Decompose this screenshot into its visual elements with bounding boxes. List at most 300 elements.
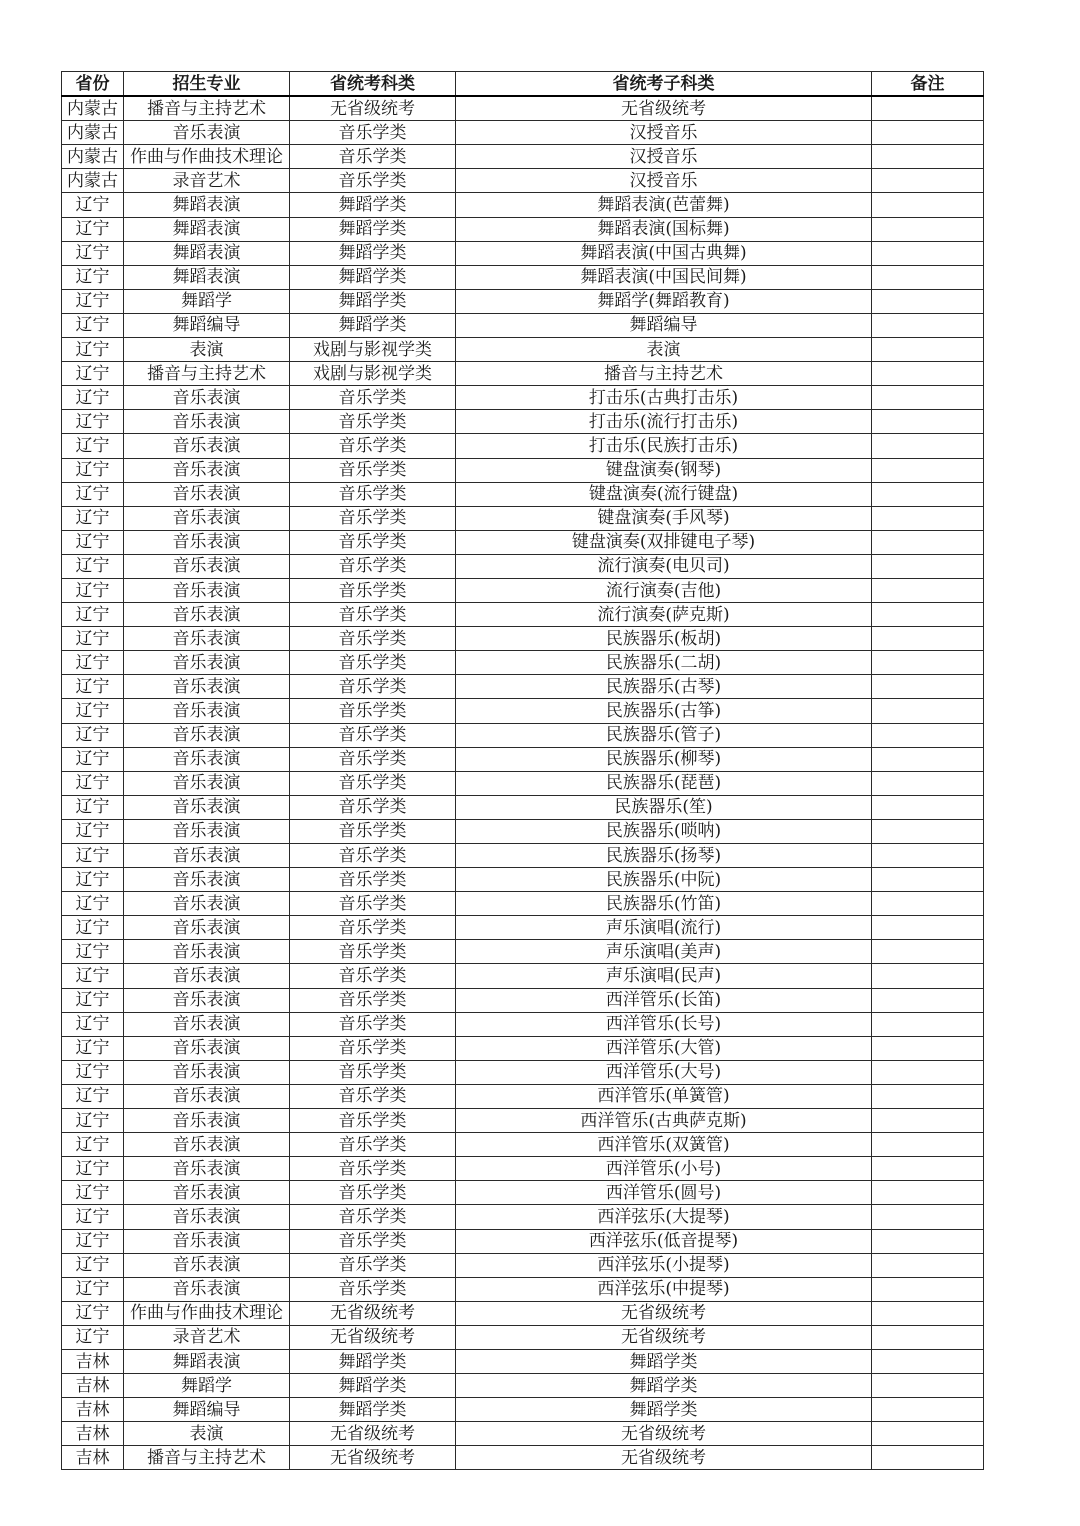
cell-remarks <box>872 699 984 723</box>
cell-major: 音乐表演 <box>124 892 290 916</box>
cell-exam-subcategory: 流行演奏(电贝司) <box>456 554 872 578</box>
table-row <box>62 578 984 602</box>
cell-exam-category: 音乐学类 <box>290 482 456 506</box>
cell-exam-category: 音乐学类 <box>290 916 456 940</box>
cell-exam-subcategory: 民族器乐(柳琴) <box>456 747 872 771</box>
cell-major: 音乐表演 <box>124 964 290 988</box>
admissions-table <box>61 71 984 1470</box>
table-row <box>62 1229 984 1253</box>
cell-remarks <box>872 747 984 771</box>
cell-major: 音乐表演 <box>124 819 290 843</box>
cell-province: 辽宁 <box>62 892 124 916</box>
cell-major: 音乐表演 <box>124 1060 290 1084</box>
cell-remarks <box>872 1374 984 1398</box>
table-row <box>62 217 984 241</box>
table-row <box>62 651 984 675</box>
table-row <box>62 193 984 217</box>
cell-exam-subcategory: 西洋管乐(大号) <box>456 1060 872 1084</box>
cell-exam-category: 舞蹈学类 <box>290 241 456 265</box>
cell-province: 辽宁 <box>62 964 124 988</box>
cell-exam-category: 音乐学类 <box>290 1060 456 1084</box>
cell-province: 辽宁 <box>62 506 124 530</box>
cell-major: 播音与主持艺术 <box>124 1446 290 1470</box>
table-row <box>62 795 984 819</box>
table-row <box>62 121 984 145</box>
cell-major: 舞蹈编导 <box>124 313 290 337</box>
table-row <box>62 1036 984 1060</box>
cell-province: 辽宁 <box>62 1036 124 1060</box>
table-row <box>62 868 984 892</box>
table-row <box>62 1181 984 1205</box>
cell-exam-category: 音乐学类 <box>290 530 456 554</box>
cell-remarks <box>872 819 984 843</box>
cell-exam-category: 音乐学类 <box>290 1133 456 1157</box>
cell-exam-category: 舞蹈学类 <box>290 1374 456 1398</box>
cell-exam-category: 舞蹈学类 <box>290 217 456 241</box>
cell-exam-category: 音乐学类 <box>290 988 456 1012</box>
cell-province: 辽宁 <box>62 217 124 241</box>
cell-exam-category: 舞蹈学类 <box>290 193 456 217</box>
cell-major: 舞蹈表演 <box>124 217 290 241</box>
cell-province: 辽宁 <box>62 1253 124 1277</box>
cell-exam-category: 音乐学类 <box>290 819 456 843</box>
cell-exam-category: 无省级统考 <box>290 1446 456 1470</box>
cell-exam-subcategory: 键盘演奏(双排键电子琴) <box>456 530 872 554</box>
cell-exam-subcategory: 民族器乐(扬琴) <box>456 844 872 868</box>
cell-province: 辽宁 <box>62 1181 124 1205</box>
table-row <box>62 458 984 482</box>
cell-remarks <box>872 1398 984 1422</box>
cell-major: 音乐表演 <box>124 844 290 868</box>
table-row <box>62 892 984 916</box>
table-row <box>62 1060 984 1084</box>
cell-exam-subcategory: 民族器乐(二胡) <box>456 651 872 675</box>
cell-exam-subcategory: 民族器乐(板胡) <box>456 627 872 651</box>
table-row <box>62 771 984 795</box>
cell-exam-subcategory: 舞蹈表演(芭蕾舞) <box>456 193 872 217</box>
cell-exam-subcategory: 民族器乐(琵琶) <box>456 771 872 795</box>
cell-province: 辽宁 <box>62 771 124 795</box>
cell-remarks <box>872 988 984 1012</box>
cell-exam-subcategory: 无省级统考 <box>456 1325 872 1349</box>
cell-exam-subcategory: 汉授音乐 <box>456 145 872 169</box>
cell-exam-category: 音乐学类 <box>290 892 456 916</box>
cell-major: 音乐表演 <box>124 1012 290 1036</box>
header-major: 招生专业 <box>124 72 290 97</box>
table-row <box>62 940 984 964</box>
table-row <box>62 603 984 627</box>
cell-exam-category: 音乐学类 <box>290 771 456 795</box>
cell-exam-category: 音乐学类 <box>290 1109 456 1133</box>
table-row <box>62 530 984 554</box>
cell-major: 音乐表演 <box>124 723 290 747</box>
cell-province: 辽宁 <box>62 1205 124 1229</box>
table-row <box>62 410 984 434</box>
cell-major: 音乐表演 <box>124 410 290 434</box>
cell-major: 音乐表演 <box>124 988 290 1012</box>
cell-major: 音乐表演 <box>124 916 290 940</box>
table-row <box>62 1205 984 1229</box>
table-row <box>62 747 984 771</box>
cell-remarks <box>872 892 984 916</box>
cell-major: 作曲与作曲技术理论 <box>124 145 290 169</box>
cell-province: 辽宁 <box>62 313 124 337</box>
cell-remarks <box>872 458 984 482</box>
cell-exam-category: 音乐学类 <box>290 1277 456 1301</box>
cell-province: 吉林 <box>62 1446 124 1470</box>
table-row <box>62 675 984 699</box>
cell-major: 舞蹈学 <box>124 289 290 313</box>
cell-exam-category: 音乐学类 <box>290 578 456 602</box>
table-row <box>62 1398 984 1422</box>
cell-major: 音乐表演 <box>124 699 290 723</box>
cell-province: 内蒙古 <box>62 121 124 145</box>
cell-exam-category: 无省级统考 <box>290 1325 456 1349</box>
table-row <box>62 434 984 458</box>
cell-exam-category: 音乐学类 <box>290 844 456 868</box>
cell-remarks <box>872 289 984 313</box>
cell-province: 辽宁 <box>62 940 124 964</box>
cell-major: 音乐表演 <box>124 1277 290 1301</box>
cell-exam-subcategory: 流行演奏(吉他) <box>456 578 872 602</box>
cell-exam-subcategory: 西洋管乐(长号) <box>456 1012 872 1036</box>
header-exam-category: 省统考科类 <box>290 72 456 97</box>
cell-remarks <box>872 1036 984 1060</box>
cell-remarks <box>872 940 984 964</box>
cell-exam-category: 音乐学类 <box>290 627 456 651</box>
cell-province: 辽宁 <box>62 795 124 819</box>
cell-exam-subcategory: 民族器乐(古琴) <box>456 675 872 699</box>
cell-remarks <box>872 1325 984 1349</box>
table-row <box>62 1325 984 1349</box>
cell-remarks <box>872 1181 984 1205</box>
cell-major: 舞蹈表演 <box>124 1349 290 1373</box>
table-row <box>62 1277 984 1301</box>
cell-remarks <box>872 916 984 940</box>
cell-major: 音乐表演 <box>124 1133 290 1157</box>
cell-major: 音乐表演 <box>124 1157 290 1181</box>
cell-remarks <box>872 627 984 651</box>
cell-exam-subcategory: 西洋管乐(古典萨克斯) <box>456 1109 872 1133</box>
cell-exam-subcategory: 西洋管乐(长笛) <box>456 988 872 1012</box>
cell-exam-subcategory: 键盘演奏(钢琴) <box>456 458 872 482</box>
cell-province: 辽宁 <box>62 193 124 217</box>
cell-remarks <box>872 96 984 121</box>
table-row <box>62 1446 984 1470</box>
cell-major: 录音艺术 <box>124 1325 290 1349</box>
cell-exam-category: 音乐学类 <box>290 868 456 892</box>
cell-exam-subcategory: 民族器乐(唢呐) <box>456 819 872 843</box>
cell-province: 辽宁 <box>62 578 124 602</box>
cell-exam-category: 音乐学类 <box>290 795 456 819</box>
cell-exam-subcategory: 无省级统考 <box>456 1301 872 1325</box>
cell-remarks <box>872 482 984 506</box>
cell-exam-category: 音乐学类 <box>290 121 456 145</box>
cell-province: 辽宁 <box>62 1060 124 1084</box>
cell-exam-category: 音乐学类 <box>290 1253 456 1277</box>
cell-major: 音乐表演 <box>124 578 290 602</box>
cell-exam-subcategory: 声乐演唱(流行) <box>456 916 872 940</box>
cell-province: 辽宁 <box>62 386 124 410</box>
cell-remarks <box>872 1084 984 1108</box>
cell-exam-subcategory: 西洋弦乐(小提琴) <box>456 1253 872 1277</box>
table-row <box>62 819 984 843</box>
cell-major: 音乐表演 <box>124 1109 290 1133</box>
cell-remarks <box>872 771 984 795</box>
cell-exam-subcategory: 打击乐(流行打击乐) <box>456 410 872 434</box>
cell-exam-subcategory: 键盘演奏(流行键盘) <box>456 482 872 506</box>
cell-remarks <box>872 1277 984 1301</box>
cell-remarks <box>872 265 984 289</box>
cell-remarks <box>872 313 984 337</box>
cell-exam-category: 音乐学类 <box>290 458 456 482</box>
cell-exam-subcategory: 西洋管乐(双簧管) <box>456 1133 872 1157</box>
cell-province: 辽宁 <box>62 699 124 723</box>
cell-major: 音乐表演 <box>124 434 290 458</box>
cell-major: 音乐表演 <box>124 1205 290 1229</box>
cell-exam-category: 音乐学类 <box>290 964 456 988</box>
cell-major: 音乐表演 <box>124 458 290 482</box>
cell-exam-category: 音乐学类 <box>290 675 456 699</box>
cell-major: 音乐表演 <box>124 1253 290 1277</box>
cell-exam-category: 音乐学类 <box>290 410 456 434</box>
cell-remarks <box>872 1205 984 1229</box>
cell-major: 播音与主持艺术 <box>124 362 290 386</box>
cell-exam-category: 音乐学类 <box>290 1229 456 1253</box>
table-row <box>62 265 984 289</box>
cell-major: 音乐表演 <box>124 482 290 506</box>
cell-exam-subcategory: 无省级统考 <box>456 1422 872 1446</box>
cell-province: 辽宁 <box>62 868 124 892</box>
cell-exam-subcategory: 舞蹈编导 <box>456 313 872 337</box>
cell-exam-subcategory: 播音与主持艺术 <box>456 362 872 386</box>
cell-province: 辽宁 <box>62 289 124 313</box>
cell-exam-category: 音乐学类 <box>290 169 456 193</box>
cell-province: 吉林 <box>62 1422 124 1446</box>
table-row <box>62 482 984 506</box>
cell-remarks <box>872 844 984 868</box>
table-row <box>62 844 984 868</box>
cell-province: 辽宁 <box>62 1012 124 1036</box>
cell-remarks <box>872 554 984 578</box>
cell-province: 辽宁 <box>62 241 124 265</box>
cell-province: 吉林 <box>62 1374 124 1398</box>
cell-province: 辽宁 <box>62 362 124 386</box>
cell-province: 辽宁 <box>62 265 124 289</box>
cell-exam-category: 音乐学类 <box>290 506 456 530</box>
cell-exam-subcategory: 舞蹈表演(中国古典舞) <box>456 241 872 265</box>
cell-exam-subcategory: 舞蹈表演(中国民间舞) <box>456 265 872 289</box>
cell-exam-category: 音乐学类 <box>290 603 456 627</box>
cell-province: 辽宁 <box>62 530 124 554</box>
cell-major: 音乐表演 <box>124 1036 290 1060</box>
cell-exam-category: 音乐学类 <box>290 747 456 771</box>
cell-province: 辽宁 <box>62 1157 124 1181</box>
table-header-row <box>62 72 984 97</box>
cell-province: 内蒙古 <box>62 169 124 193</box>
cell-remarks <box>872 1133 984 1157</box>
cell-remarks <box>872 651 984 675</box>
cell-remarks <box>872 386 984 410</box>
cell-remarks <box>872 506 984 530</box>
cell-major: 播音与主持艺术 <box>124 96 290 121</box>
cell-major: 音乐表演 <box>124 386 290 410</box>
cell-major: 音乐表演 <box>124 121 290 145</box>
cell-major: 音乐表演 <box>124 506 290 530</box>
cell-province: 辽宁 <box>62 844 124 868</box>
cell-remarks <box>872 121 984 145</box>
cell-exam-category: 音乐学类 <box>290 434 456 458</box>
cell-remarks <box>872 410 984 434</box>
cell-remarks <box>872 1446 984 1470</box>
cell-exam-subcategory: 西洋管乐(小号) <box>456 1157 872 1181</box>
table-row <box>62 1253 984 1277</box>
cell-province: 辽宁 <box>62 554 124 578</box>
cell-province: 吉林 <box>62 1349 124 1373</box>
cell-province: 辽宁 <box>62 603 124 627</box>
cell-remarks <box>872 868 984 892</box>
cell-remarks <box>872 217 984 241</box>
cell-exam-category: 音乐学类 <box>290 1084 456 1108</box>
cell-exam-subcategory: 西洋弦乐(中提琴) <box>456 1277 872 1301</box>
cell-exam-category: 音乐学类 <box>290 699 456 723</box>
cell-remarks <box>872 723 984 747</box>
cell-exam-subcategory: 汉授音乐 <box>456 169 872 193</box>
cell-exam-category: 舞蹈学类 <box>290 313 456 337</box>
cell-remarks <box>872 1422 984 1446</box>
cell-province: 吉林 <box>62 1398 124 1422</box>
cell-province: 辽宁 <box>62 723 124 747</box>
cell-exam-category: 舞蹈学类 <box>290 289 456 313</box>
cell-remarks <box>872 1301 984 1325</box>
cell-province: 辽宁 <box>62 338 124 362</box>
cell-exam-subcategory: 民族器乐(笙) <box>456 795 872 819</box>
table-row <box>62 241 984 265</box>
cell-exam-category: 音乐学类 <box>290 1181 456 1205</box>
cell-exam-subcategory: 舞蹈学类 <box>456 1374 872 1398</box>
cell-exam-subcategory: 表演 <box>456 338 872 362</box>
cell-province: 辽宁 <box>62 410 124 434</box>
cell-remarks <box>872 169 984 193</box>
cell-province: 辽宁 <box>62 675 124 699</box>
cell-province: 辽宁 <box>62 482 124 506</box>
cell-province: 辽宁 <box>62 627 124 651</box>
cell-province: 辽宁 <box>62 651 124 675</box>
cell-province: 辽宁 <box>62 1133 124 1157</box>
cell-exam-subcategory: 西洋弦乐(大提琴) <box>456 1205 872 1229</box>
cell-province: 辽宁 <box>62 1109 124 1133</box>
table-row <box>62 964 984 988</box>
cell-major: 音乐表演 <box>124 868 290 892</box>
cell-exam-subcategory: 无省级统考 <box>456 1446 872 1470</box>
cell-exam-category: 音乐学类 <box>290 723 456 747</box>
table-row <box>62 506 984 530</box>
cell-exam-subcategory: 西洋管乐(圆号) <box>456 1181 872 1205</box>
cell-remarks <box>872 1109 984 1133</box>
cell-remarks <box>872 795 984 819</box>
cell-exam-subcategory: 流行演奏(萨克斯) <box>456 603 872 627</box>
cell-province: 辽宁 <box>62 1229 124 1253</box>
table-row <box>62 1133 984 1157</box>
cell-exam-category: 舞蹈学类 <box>290 265 456 289</box>
table-row <box>62 699 984 723</box>
table-row <box>62 627 984 651</box>
cell-remarks <box>872 1060 984 1084</box>
cell-exam-subcategory: 打击乐(民族打击乐) <box>456 434 872 458</box>
cell-province: 辽宁 <box>62 1084 124 1108</box>
cell-major: 音乐表演 <box>124 747 290 771</box>
cell-province: 辽宁 <box>62 988 124 1012</box>
cell-province: 内蒙古 <box>62 145 124 169</box>
header-remarks: 备注 <box>872 72 984 97</box>
cell-major: 音乐表演 <box>124 675 290 699</box>
cell-remarks <box>872 362 984 386</box>
cell-remarks <box>872 434 984 458</box>
cell-exam-subcategory: 无省级统考 <box>456 96 872 121</box>
cell-province: 辽宁 <box>62 916 124 940</box>
cell-remarks <box>872 1349 984 1373</box>
cell-exam-subcategory: 声乐演唱(民声) <box>456 964 872 988</box>
cell-exam-subcategory: 打击乐(古典打击乐) <box>456 386 872 410</box>
table-body <box>62 96 984 1470</box>
cell-remarks <box>872 1157 984 1181</box>
cell-major: 音乐表演 <box>124 771 290 795</box>
cell-major: 表演 <box>124 338 290 362</box>
cell-exam-subcategory: 舞蹈表演(国标舞) <box>456 217 872 241</box>
cell-major: 音乐表演 <box>124 627 290 651</box>
cell-major: 舞蹈编导 <box>124 1398 290 1422</box>
table-row <box>62 1157 984 1181</box>
cell-exam-category: 舞蹈学类 <box>290 1349 456 1373</box>
cell-remarks <box>872 1012 984 1036</box>
cell-major: 音乐表演 <box>124 1181 290 1205</box>
cell-major: 舞蹈表演 <box>124 241 290 265</box>
cell-exam-category: 戏剧与影视学类 <box>290 338 456 362</box>
cell-remarks <box>872 338 984 362</box>
cell-province: 辽宁 <box>62 747 124 771</box>
cell-exam-subcategory: 西洋管乐(单簧管) <box>456 1084 872 1108</box>
header-exam-subcategory: 省统考子科类 <box>456 72 872 97</box>
table-row <box>62 916 984 940</box>
table-row <box>62 1422 984 1446</box>
table-row <box>62 338 984 362</box>
cell-exam-subcategory: 舞蹈学类 <box>456 1398 872 1422</box>
cell-exam-subcategory: 西洋管乐(大管) <box>456 1036 872 1060</box>
table-row <box>62 723 984 747</box>
cell-exam-subcategory: 汉授音乐 <box>456 121 872 145</box>
cell-province: 辽宁 <box>62 434 124 458</box>
cell-major: 录音艺术 <box>124 169 290 193</box>
cell-province: 辽宁 <box>62 819 124 843</box>
cell-major: 舞蹈表演 <box>124 193 290 217</box>
cell-major: 音乐表演 <box>124 940 290 964</box>
cell-major: 舞蹈学 <box>124 1374 290 1398</box>
table-row <box>62 988 984 1012</box>
cell-exam-category: 音乐学类 <box>290 940 456 964</box>
cell-province: 辽宁 <box>62 1325 124 1349</box>
cell-remarks <box>872 145 984 169</box>
table-row <box>62 362 984 386</box>
cell-remarks <box>872 964 984 988</box>
cell-remarks <box>872 1229 984 1253</box>
cell-exam-subcategory: 民族器乐(竹笛) <box>456 892 872 916</box>
cell-remarks <box>872 241 984 265</box>
cell-province: 辽宁 <box>62 1277 124 1301</box>
cell-exam-category: 音乐学类 <box>290 145 456 169</box>
cell-major: 音乐表演 <box>124 1084 290 1108</box>
cell-exam-category: 音乐学类 <box>290 1157 456 1181</box>
table-row <box>62 1301 984 1325</box>
